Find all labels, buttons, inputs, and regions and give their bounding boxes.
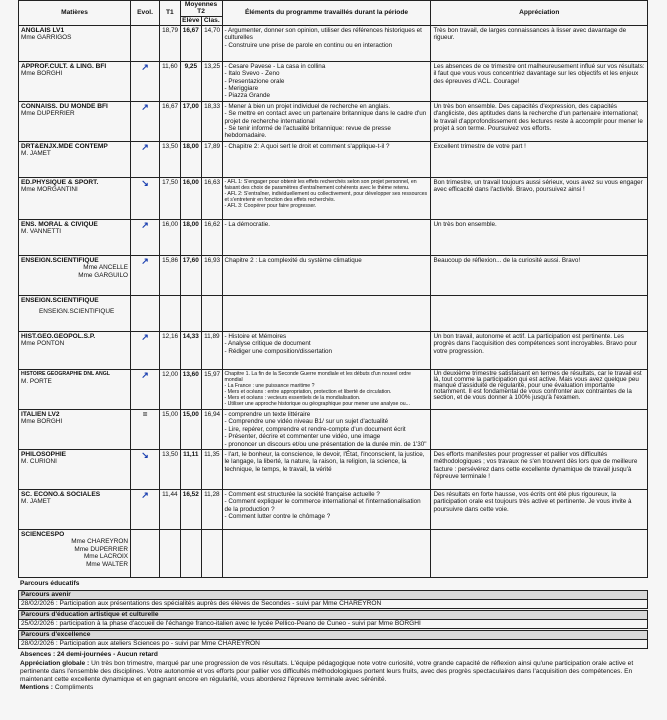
program-item: - Mener à bien un projet individuel de recherche en anglais. [224, 102, 391, 110]
subject-cell [19, 295, 131, 331]
t2-class-average: 14,70 [202, 25, 222, 61]
program-cell [222, 295, 431, 331]
evolution-cell [131, 489, 160, 529]
t2-class-average: 16,62 [202, 219, 222, 255]
teacher-name: M. JAMET [21, 498, 51, 506]
header-moyennes-t2: Moyennes T2 [180, 1, 222, 17]
parcours-section-title: Parcours avenir [18, 590, 648, 600]
program-item: - Lire, repérer, comprendre et rendre-compte d'un document écrit [224, 425, 406, 433]
table-row [19, 177, 648, 219]
subject-cell [19, 25, 131, 61]
program-cell [222, 177, 431, 219]
t1-average: 18,79 [160, 25, 180, 61]
program-item: - Cesare Pavese - La casa in collina [224, 62, 326, 70]
program-item: - Chapitre 2: A quoi sert le droit et comment s'applique-t-il ? [224, 142, 390, 150]
teacher-name: ENSEIGN.SCIENTIFIQUE [39, 308, 115, 316]
program-item: Chapitre 1. La fin de la Seconde Guerre mondiale et les débuts d'un nouvel ordre mondial [224, 370, 411, 383]
teacher-name: Mme PONTON [21, 340, 65, 348]
header-eleve: Elève [180, 16, 202, 25]
table-row [19, 529, 648, 577]
subject-cell [19, 409, 131, 449]
teacher-name: M. JAMET [21, 150, 51, 158]
t2-class-average: 13,25 [202, 61, 222, 101]
subject-cell [19, 449, 131, 489]
program-item: - Utiliser une approche historique ou géographique pour mener une analyse ou... [224, 401, 410, 408]
subject-cell [19, 177, 131, 219]
table-row [19, 141, 648, 177]
program-item: - Construire une prise de parole en continu ou en interaction [224, 41, 393, 49]
mentions-text: Compliments [54, 683, 94, 691]
appreciation-cell: Un très bon ensemble. [431, 219, 648, 255]
t1-average [160, 529, 180, 577]
teacher-name: M. VANNETTI [21, 228, 62, 236]
global-appreciation-label: Appréciation globale : [20, 659, 90, 667]
appreciation-cell: Excellent trimestre de votre part ! [431, 141, 648, 177]
parcours-section-title: Parcours d'éducation artistique et culturelle [18, 610, 648, 620]
evolution-cell [131, 409, 160, 449]
t2-class-average: 16,94 [202, 409, 222, 449]
subject-cell [19, 331, 131, 369]
parcours-section-line: 25/02/2026 : participation à la phase d'accueil de l'échange franco-italien avec le lycée Pellico-Peano de Cuneo - suivi par Mme BORGHI [18, 620, 648, 629]
t1-average: 11,60 [160, 61, 180, 101]
t1-average: 16,00 [160, 219, 180, 255]
subject-cell [19, 141, 131, 177]
subject-cell [19, 489, 131, 529]
teacher-name: Mme MORGANTINI [21, 186, 78, 194]
header-clas: Clas. [202, 16, 222, 25]
evolution-cell [131, 219, 160, 255]
teacher-name: Mme ANCELLE [83, 264, 128, 272]
program-cell [222, 449, 431, 489]
program-item: - comprendre un texte littéraire [224, 410, 311, 418]
table-row [19, 489, 648, 529]
report-card [18, 0, 648, 692]
t2-class-average: 15,97 [202, 369, 222, 409]
t2-student-average: 9,25 [180, 61, 202, 101]
program-item: - La démocratie. [224, 220, 271, 228]
header-matieres: Matières [19, 1, 131, 26]
arrow-up-right-icon: ↗ [141, 331, 149, 342]
subject-name: SC. ECONO.& SOCIALES [21, 490, 101, 498]
t2-student-average: 16,67 [180, 25, 202, 61]
arrow-up-right-icon: ↗ [141, 61, 149, 72]
equal-icon: = [142, 409, 148, 419]
program-cell [222, 489, 431, 529]
t2-class-average: 16,93 [202, 255, 222, 295]
t2-student-average [180, 295, 202, 331]
subject-rows [19, 25, 648, 577]
arrow-up-right-icon: ↗ [141, 219, 149, 230]
t2-class-average [202, 529, 222, 577]
appreciation-cell: Beaucoup de réflexion... de la curiosité aussi. Bravo! [431, 255, 648, 295]
program-item: - AFL 2: S'entraîner, individuellement ou collectivement, pour développer ses ressources et s'entretenir en fonction des effets recherchés. [224, 191, 428, 204]
arrow-down-right-icon: ↘ [141, 449, 149, 460]
t2-student-average: 18,00 [180, 219, 202, 255]
t2-class-average: 16,63 [202, 177, 222, 219]
teacher-name: M. CURIONI [21, 458, 57, 466]
appreciation-cell: Un très bon ensemble. Des capacités d'expression, des capacités d'angliciste, des aptitudes dans la recherche d'un partenaire international; le travail d'approfondissement des lectures reste à accomplir pour mener le projet à son terme. Poursuivez vos efforts. [431, 101, 648, 141]
t1-average: 12,16 [160, 331, 180, 369]
subject-cell [19, 369, 131, 409]
teacher-name: M. PORTE [21, 378, 52, 386]
t2-student-average: 15,00 [180, 409, 202, 449]
subject-name: HISTOIRE GEOGRAPHIE DNL ANGL [21, 370, 110, 377]
parcours-list [18, 590, 648, 649]
t2-class-average: 11,28 [202, 489, 222, 529]
arrow-up-right-icon: ↗ [141, 141, 149, 152]
appreciation-cell: Des efforts manifestes pour progresser et pallier vos difficultés méthodologiques ; vos travaux ne s'en trouvent dès lors que de meilleure facture : persévérez dans cette excellente dynamique de travail jusqu'à l'épreuve terminale ! [431, 449, 648, 489]
arrow-up-right-icon: ↗ [141, 101, 149, 112]
t1-average: 13,50 [160, 141, 180, 177]
program-cell [222, 409, 431, 449]
header-row [19, 1, 648, 17]
t2-student-average [180, 529, 202, 577]
subject-name: DRT&ENJX.MDE CONTEMP [21, 142, 108, 150]
table-row [19, 101, 648, 141]
subject-name: ENSEIGN.SCIENTIFIQUE [21, 296, 99, 304]
subject-name: ANGLAIS LV1 [21, 26, 65, 34]
evolution-cell [131, 61, 160, 101]
footer [18, 579, 648, 692]
t1-average: 13,50 [160, 449, 180, 489]
t2-student-average: 13,60 [180, 369, 202, 409]
t2-class-average: 17,89 [202, 141, 222, 177]
program-item: - Rédiger une composition/dissertation [224, 347, 332, 355]
mentions-label: Mentions : [20, 683, 53, 691]
program-cell [222, 101, 431, 141]
parcours-section-line: 28/02/2026 : Participation aux présentations des spécialités auprès des élèves de Secondes - suivi par Mme CHAREYRON [18, 600, 648, 609]
subject-name: APPROF.CULT. & LING. BFI [21, 62, 107, 70]
program-item: - Argumenter, donner son opinion, utiliser des références historiques et culturelles [224, 26, 422, 42]
program-item: - Meriggiare [224, 85, 259, 93]
arrow-up-right-icon: ↗ [141, 489, 149, 500]
t1-average: 11,44 [160, 489, 180, 529]
grades-table [18, 0, 648, 578]
table-row [19, 331, 648, 369]
table-row [19, 449, 648, 489]
evolution-cell [131, 101, 160, 141]
appreciation-cell: Bon trimestre, un travail toujours aussi sérieux, vous avez su vous engager avec efficacité dans l'activité. Bravo, poursuivez ainsi ! [431, 177, 648, 219]
header-appreciation: Appréciation [431, 1, 648, 26]
t2-class-average: 11,35 [202, 449, 222, 489]
program-item: - Mers et océans : entre appropriation, protection et liberté de circulation. [224, 389, 392, 396]
subject-name: ED.PHYSIQUE & SPORT. [21, 178, 99, 186]
t2-student-average: 17,60 [180, 255, 202, 295]
table-row [19, 409, 648, 449]
program-item: Chapitre 2 : La complexité du système climatique [224, 256, 362, 264]
absences: Absences : 24 demi-journées - Aucun retard [20, 650, 158, 658]
t2-student-average: 16,00 [180, 177, 202, 219]
teacher-name: Mme BORGHI [21, 418, 63, 426]
arrow-up-right-icon: ↗ [141, 369, 149, 380]
appreciation-cell: Les absences de ce trimestre ont malheureusement influé sur vos résultats: il faut que vous vous concentriez davantage sur les objectifs et les enjeux des épreuves d'ACL. Courage! [431, 61, 648, 101]
program-cell [222, 25, 431, 61]
parcours-section-line: 28/02/2026 : Participation aux ateliers Sciences po - suivi par Mme CHAREYRON [18, 640, 648, 649]
teacher-name: Mme BORGHI [21, 70, 63, 78]
program-item: - Italo Svevo - Zeno [224, 70, 280, 78]
header-evol: Evol. [131, 1, 160, 26]
table-row [19, 369, 648, 409]
t1-average: 15,86 [160, 255, 180, 295]
appreciation-cell [431, 295, 648, 331]
evolution-cell [131, 449, 160, 489]
subject-name: CONNAISS. DU MONDE BFI [21, 102, 108, 110]
teacher-name: Mme LACROIX [83, 553, 128, 561]
program-item: - Comprendre une vidéo niveau B1/ sur un sujet d'actualité [224, 418, 389, 426]
t2-class-average: 18,33 [202, 101, 222, 141]
teacher-name: Mme WALTER [86, 560, 128, 568]
header-t1: T1 [160, 1, 180, 26]
evolution-cell [131, 25, 160, 61]
t2-student-average: 17,00 [180, 101, 202, 141]
subject-cell [19, 101, 131, 141]
teacher-name: Mme DUPERRIER [21, 110, 75, 118]
appreciation-cell [431, 529, 648, 577]
t1-average: 15,00 [160, 409, 180, 449]
program-cell [222, 61, 431, 101]
arrow-down-right-icon: ↘ [141, 177, 149, 188]
program-item: - Se mettre en contact avec un partenaire britannique dans le cadre d'un projet de recherche international [224, 110, 427, 125]
t2-student-average: 11,11 [180, 449, 202, 489]
program-cell [222, 529, 431, 577]
subject-name: ENSEIGN.SCIENTIFIQUE [21, 256, 99, 264]
evolution-cell [131, 177, 160, 219]
mentions [18, 684, 648, 692]
program-item: - La France : une puissance maritime ? [224, 383, 315, 390]
program-item: - prononcer un discours et/ou une présentation de la durée min. de 1'30" [224, 440, 427, 448]
appreciation-cell: Très bon travail, de larges connaissances à lisser avec davantage de rigueur. [431, 25, 648, 61]
program-cell [222, 219, 431, 255]
global-appreciation-text: Un très bon trimestre, marqué par une progression de vos résultats. L'équipe pédagogique note votre curiosité, votre grande capacité de réflexion ainsi qu'une participation orale active et pertinente dans l'ensemble des disciplines. Votre autonomie et vos efforts pour pallier vos difficultés méthodologiques portent leurs fruits, avec des progrès spectaculaires dans l'acquisition des compétences. En maintenant cette excellente dynamique et en gagnant encore en régularité, vous aborderez l'épreuve terminale avec sérénité. [20, 659, 634, 683]
evolution-cell [131, 295, 160, 331]
table-row [19, 295, 648, 331]
subject-name: ITALIEN LV2 [21, 410, 60, 418]
t1-average: 12,00 [160, 369, 180, 409]
program-item: - Presentazione orale [224, 77, 285, 85]
teacher-name: Mme DUPERRIER [74, 545, 128, 553]
global-appreciation [18, 660, 648, 684]
program-cell [222, 255, 431, 295]
subject-name: ENS. MORAL & CIVIQUE [21, 220, 98, 228]
program-item: - Piazza Grande [224, 92, 271, 100]
program-cell [222, 331, 431, 369]
subject-name: HIST.GEO.GEOPOL.S.P. [21, 332, 96, 340]
t2-student-average: 16,52 [180, 489, 202, 529]
program-item: - AFL 1: S'engager pour obtenir les effets recherchés selon son projet personnel, en faisant des choix de paramètres d'entraînement cohérents avec le thème retenu. [224, 178, 417, 191]
header-elements: Éléments du programme travaillés durant la période [222, 1, 431, 26]
teacher-name: Mme CHAREYRON [71, 538, 128, 546]
subject-name: SCIENCESPO [21, 530, 65, 538]
t1-average [160, 295, 180, 331]
program-item: - Comment lutter contre le chômage ? [224, 513, 331, 521]
program-item: - Se tenir informé de l'actualité britannique: revue de presse hebdomadaire. [224, 125, 391, 140]
parcours-educatifs-title: Parcours éducatifs [20, 579, 80, 587]
table-row [19, 219, 648, 255]
program-item: - l'art, le bonheur, la conscience, le devoir, l'État, l'inconscient, la justice, le langage, la liberté, la nature, la raison, la religion, la science, la technique, le temps, le travail, la vérité [224, 450, 425, 473]
evolution-cell [131, 141, 160, 177]
subject-name: PHILOSOPHIE [21, 450, 67, 458]
table-row [19, 61, 648, 101]
program-item: - Comment est structurée la société française actuelle ? [224, 490, 380, 498]
program-cell [222, 369, 431, 409]
appreciation-cell: Des résultats en forte hausse, vos écrits ont été plus rigoureux, la participation orale est toujours très active et pertinente. Je vous invite à poursuivre dans cette voie. [431, 489, 648, 529]
teacher-name: Mme GARGUILO [78, 271, 128, 279]
parcours-section-title: Parcours d'excellence [18, 630, 648, 640]
program-item: - Comment expliquer le commerce international et l'internationalisation de la production ? [224, 498, 421, 513]
appreciation-cell [431, 409, 648, 449]
t2-student-average: 18,00 [180, 141, 202, 177]
program-item: - Analyse critique de document [224, 340, 311, 348]
table-row [19, 25, 648, 61]
teacher-name: Mme GARRIGOS [21, 34, 72, 42]
program-item: - AFL 3: Coopérer pour faire progresser. [224, 203, 317, 210]
program-item: - Mers et océans : vecteurs essentiels de la mondialisation. [224, 395, 361, 402]
subject-cell [19, 529, 131, 577]
t2-student-average: 14,33 [180, 331, 202, 369]
t1-average: 16,67 [160, 101, 180, 141]
t1-average: 17,50 [160, 177, 180, 219]
evolution-cell [131, 529, 160, 577]
t2-class-average: 11,89 [202, 331, 222, 369]
table-row [19, 255, 648, 295]
subject-cell [19, 219, 131, 255]
evolution-cell [131, 255, 160, 295]
program-cell [222, 141, 431, 177]
appreciation-cell: Un bon travail, autonome et actif. La participation est pertinente. Les progrès dans l'acquisition des compétences sont incroyables. Bravo pour votre progression. [431, 331, 648, 369]
program-item: - Présenter, décrire et commenter une vidéo, une image [224, 433, 381, 441]
evolution-cell [131, 369, 160, 409]
appreciation-cell: Un deuxième trimestre satisfaisant en termes de résultats, car le travail est là, tout comme la participation qui est active. Mais vous avez quelque peu manqué d'assiduité de régularité, pour une évaluation importante notamment. Il est fondamental de vous confronter aux contraintes de la section, et de vous donner à 100% jusqu'à l'examen. [431, 369, 648, 409]
program-item: - Histoire et Mémoires [224, 332, 287, 340]
subject-cell [19, 255, 131, 295]
subject-cell [19, 61, 131, 101]
evolution-cell [131, 331, 160, 369]
arrow-up-right-icon: ↗ [141, 255, 149, 266]
t2-class-average [202, 295, 222, 331]
